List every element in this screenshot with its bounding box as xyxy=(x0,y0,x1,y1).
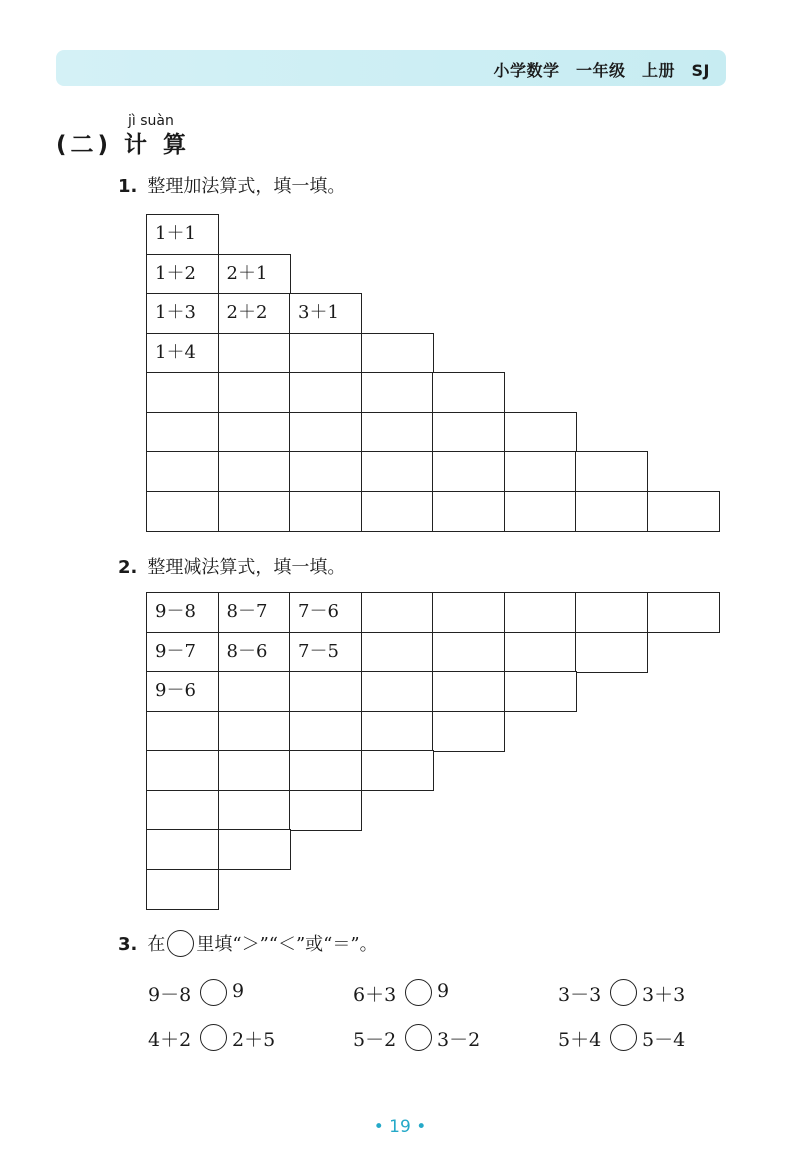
subtraction-cell[interactable] xyxy=(218,750,291,791)
subtraction-cell[interactable] xyxy=(432,592,505,633)
addition-cell[interactable] xyxy=(361,491,434,532)
q3-number: 3. xyxy=(118,934,138,955)
addition-cell[interactable] xyxy=(361,333,434,374)
addition-cell: 3＋1 xyxy=(289,293,362,334)
addition-cell: 1＋3 xyxy=(146,293,219,334)
subtraction-cell[interactable] xyxy=(361,632,434,673)
subtraction-cell[interactable] xyxy=(218,711,291,752)
q1-number: 1. xyxy=(118,176,138,197)
subtraction-cell: 8－7 xyxy=(218,592,291,633)
addition-cell[interactable] xyxy=(146,491,219,532)
comparison-right-expression: 9 xyxy=(232,980,245,1002)
subtraction-cell[interactable] xyxy=(504,592,577,633)
addition-cell[interactable] xyxy=(504,412,577,453)
q3-text-before: 在 xyxy=(147,934,166,955)
subtraction-cell[interactable] xyxy=(504,632,577,673)
subtraction-cell[interactable] xyxy=(575,632,648,673)
section-pinyin: jì suàn xyxy=(128,113,174,129)
addition-cell: 1＋2 xyxy=(146,254,219,295)
subtraction-cell: 9－7 xyxy=(146,632,219,673)
subtraction-cell[interactable] xyxy=(218,790,291,831)
answer-circle[interactable] xyxy=(610,1024,637,1051)
addition-cell[interactable] xyxy=(218,451,291,492)
addition-cell[interactable] xyxy=(218,333,291,374)
subtraction-cell[interactable] xyxy=(146,790,219,831)
comparison-left-expression: 5－2 xyxy=(353,1029,397,1051)
answer-circle[interactable] xyxy=(405,1024,432,1051)
answer-circle[interactable] xyxy=(405,979,432,1006)
addition-cell[interactable] xyxy=(504,491,577,532)
subtraction-cell[interactable] xyxy=(361,750,434,791)
subtraction-cell[interactable] xyxy=(432,632,505,673)
addition-cell[interactable] xyxy=(289,372,362,413)
subtraction-cell[interactable] xyxy=(146,869,219,910)
comparison-left-expression: 4＋2 xyxy=(148,1029,192,1051)
addition-cell[interactable] xyxy=(146,451,219,492)
q3-title xyxy=(118,930,378,959)
addition-cell[interactable] xyxy=(289,333,362,374)
subtraction-cell[interactable] xyxy=(361,592,434,633)
addition-cell[interactable] xyxy=(504,451,577,492)
addition-cell: 1＋4 xyxy=(146,333,219,374)
comparison-right-expression: 5－4 xyxy=(642,1029,686,1051)
subtraction-cell: 9－6 xyxy=(146,671,219,712)
addition-cell[interactable] xyxy=(432,372,505,413)
addition-cell[interactable] xyxy=(361,372,434,413)
subtraction-cell[interactable] xyxy=(361,671,434,712)
subtraction-cell[interactable] xyxy=(575,592,648,633)
addition-cell[interactable] xyxy=(146,372,219,413)
addition-cell[interactable] xyxy=(289,491,362,532)
addition-cell: 2＋2 xyxy=(218,293,291,334)
subtraction-cell: 7－6 xyxy=(289,592,362,633)
answer-circle-example xyxy=(167,930,194,957)
addition-cell[interactable] xyxy=(432,412,505,453)
comparison-right-expression: 9 xyxy=(437,980,450,1002)
subtraction-cell[interactable] xyxy=(289,790,362,831)
comparison-left-expression: 5＋4 xyxy=(558,1029,602,1051)
subtraction-cell[interactable] xyxy=(361,711,434,752)
comparison-right-expression: 3＋3 xyxy=(642,984,686,1006)
subtraction-cell[interactable] xyxy=(289,711,362,752)
subtraction-cell[interactable] xyxy=(146,711,219,752)
subtraction-cell: 9－8 xyxy=(146,592,219,633)
addition-cell: 2＋1 xyxy=(218,254,291,295)
answer-circle[interactable] xyxy=(610,979,637,1006)
subtraction-cell: 7－5 xyxy=(289,632,362,673)
subtraction-cell[interactable] xyxy=(146,750,219,791)
subtraction-cell[interactable] xyxy=(504,671,577,712)
comparison-left-expression: 9－8 xyxy=(148,984,192,1006)
q1-title xyxy=(118,172,345,198)
q2-number: 2. xyxy=(118,557,138,578)
subtraction-cell[interactable] xyxy=(218,829,291,870)
subtraction-cell[interactable] xyxy=(432,671,505,712)
q2-text: 整理减法算式，填一填。 xyxy=(147,557,346,578)
addition-cell[interactable] xyxy=(146,412,219,453)
addition-cell[interactable] xyxy=(218,491,291,532)
header-text: 小学数学 一年级 上册 SJ xyxy=(493,61,710,80)
section-title: (二) 计 算 xyxy=(56,132,191,158)
addition-cell[interactable] xyxy=(647,491,720,532)
comparison-left-expression: 6＋3 xyxy=(353,984,397,1006)
comparison-right-expression: 3－2 xyxy=(437,1029,481,1051)
q2-title xyxy=(118,553,345,579)
addition-cell[interactable] xyxy=(361,412,434,453)
page-number: • 19 • xyxy=(373,1117,427,1137)
answer-circle[interactable] xyxy=(200,1024,227,1051)
header-bar xyxy=(56,50,726,86)
subtraction-cell[interactable] xyxy=(218,671,291,712)
addition-cell[interactable] xyxy=(218,372,291,413)
answer-circle[interactable] xyxy=(200,979,227,1006)
q1-text: 整理加法算式，填一填。 xyxy=(147,176,346,197)
comparison-right-expression: 2＋5 xyxy=(232,1029,276,1051)
q3-text-after: 里填“＞”“＜”或“＝”。 xyxy=(196,934,378,955)
addition-cell[interactable] xyxy=(289,451,362,492)
addition-cell[interactable] xyxy=(289,412,362,453)
comparison-left-expression: 3－3 xyxy=(558,984,602,1006)
subtraction-cell[interactable] xyxy=(647,592,720,633)
addition-cell: 1＋1 xyxy=(146,214,219,255)
addition-cell[interactable] xyxy=(432,491,505,532)
addition-cell[interactable] xyxy=(218,412,291,453)
subtraction-cell[interactable] xyxy=(146,829,219,870)
subtraction-cell: 8－6 xyxy=(218,632,291,673)
addition-cell[interactable] xyxy=(361,451,434,492)
subtraction-cell[interactable] xyxy=(289,750,362,791)
addition-cell[interactable] xyxy=(575,491,648,532)
subtraction-cell[interactable] xyxy=(289,671,362,712)
addition-cell[interactable] xyxy=(432,451,505,492)
subtraction-cell[interactable] xyxy=(432,711,505,752)
addition-cell[interactable] xyxy=(575,451,648,492)
